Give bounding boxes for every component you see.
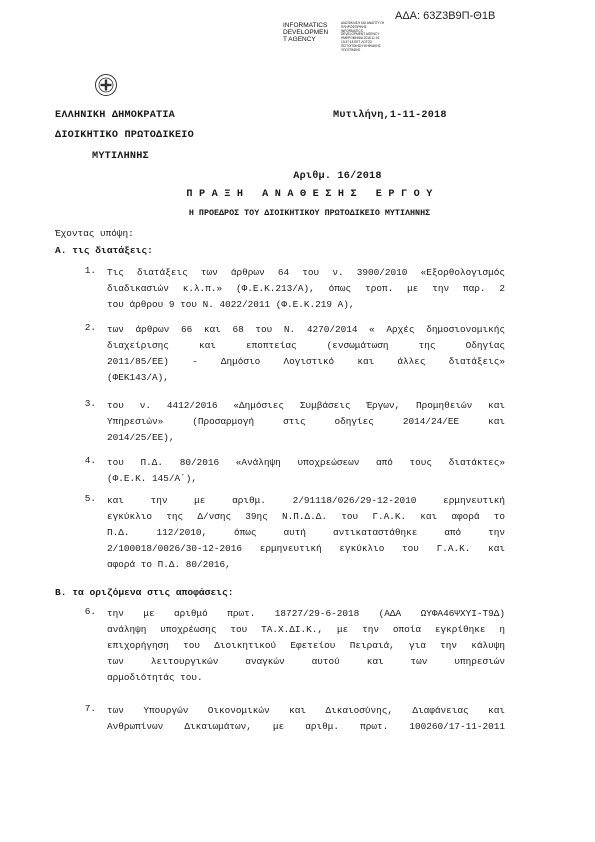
stamp-line: DEVELOPMEN bbox=[283, 29, 329, 36]
item-line: Π.Δ. 112/2010, όπως αυτή αντικαταστάθηκε από την bbox=[107, 527, 505, 538]
list-item bbox=[107, 703, 505, 735]
item-number: 7. bbox=[84, 703, 96, 714]
item-line: 2014/25/ΕΕ), bbox=[107, 432, 175, 443]
item-line: εγκύκλιο της Δ/νσης 39ης Ν.Π.Δ.Δ. του Γ.Α.Κ. και αφορά το bbox=[107, 511, 505, 522]
item-line: των λειτουργικών αναγκών αυτού και των υπηρεσιών bbox=[107, 656, 505, 667]
court-heading: ΔΙΟΙΚΗΤΙΚΟ ΠΡΩΤΟΔΙΚΕΙΟ bbox=[55, 130, 194, 141]
item-number: 5. bbox=[84, 493, 96, 504]
item-line: αφορά το Π.Δ. 80/2016, bbox=[107, 559, 231, 570]
list-item bbox=[107, 606, 505, 686]
item-line: του ν. 4412/2016 «Δημόσιες Συμβάσεις Έργων, Προμηθειών και bbox=[107, 400, 505, 411]
stamp-line: T AGENCY bbox=[283, 36, 316, 43]
document-title: Π Ρ Α Ξ Η Α Ν Α Θ Ε Σ Η Σ Ε Ρ Γ Ο Υ bbox=[186, 189, 433, 200]
item-line: διαχείρισης και εποπτείας (ενσωμάτωση της Οδηγίας bbox=[107, 340, 505, 351]
intro-text: Έχοντας υπόψη: bbox=[55, 228, 134, 239]
document-subtitle: Η ΠΡΟΕΔΡΟΣ ΤΟΥ ΔΙΟΙΚΗΤΙΚΟΥ ΠΡΩΤΟΔΙΚΕΙΟ ΜΥΤΙΛΗΝΗΣ bbox=[188, 208, 431, 218]
city-heading: ΜΥΤΙΛΗΝΗΣ bbox=[92, 151, 149, 162]
item-line: των Υπουργών Οικονομικών και Δικαιοσύνης, Διαφάνειας και bbox=[107, 705, 505, 716]
item-line: 2011/85/ΕΕ) - Δημόσιο Λογιστικό και άλλες διατάξεις» bbox=[107, 356, 505, 367]
ada-code: ΑΔΑ: 63Ζ3Β9Π-Θ1Β bbox=[395, 10, 496, 22]
list-item bbox=[107, 265, 505, 313]
place-date: Μυτιλήνη,1-11-2018 bbox=[333, 110, 447, 121]
item-line: του Π.Δ. 80/2016 «Ανάληψη υποχρεώσεων από τους διατάκτες» bbox=[107, 457, 505, 468]
item-number: 2. bbox=[84, 322, 96, 333]
republic-heading: ΕΛΛΗΝΙΚΗ ΔΗΜΟΚΡΑΤΙΑ bbox=[55, 110, 175, 121]
item-line: των άρθρων 66 και 68 του Ν. 4270/2014 « Αρχές δημοσιονομικής bbox=[107, 324, 505, 335]
list-item bbox=[107, 398, 505, 446]
item-number: 3. bbox=[84, 398, 96, 409]
item-line: 2/100018/0026/30-12-2016 ερμηνευτική εγκύκλιο του Γ.Α.Κ. και bbox=[107, 543, 505, 554]
item-line: επιχορήγηση του Διοικητικού Εφετείου Πειραιά, για την κάλυψη bbox=[107, 640, 505, 651]
signature-stamp-details: ΔΙΑΣΦΑΛΙΣΗ ΚΑΙ ΑΝΑΠΤΥΞΗ ΠΛΗΡΟΦΟΡΙΚΗΣ INFORMATICS DEVELOPMENT AGENCY ΗΜΕΡΟΜΗΝΙΑ 2018.11.01 13:37:18 EET ΛΟΓΟΣ: ΠΙΣΤΟΠΟΙΗΣΗ ΨΗΦΙΑΚΗΣ ΥΠΟΓΡΑΦΗΣ bbox=[341, 21, 385, 52]
item-number: 6. bbox=[84, 606, 96, 617]
item-line: (Φ.Ε.Κ. 145/Α΄), bbox=[107, 473, 198, 484]
item-line: αρμοδιότητάς του. bbox=[107, 672, 203, 683]
list-item bbox=[107, 493, 505, 573]
item-line: διαδικασιών κ.λ.π.» (Φ.Ε.Κ.213/Α), όπως τροπ. με την παρ. 2 bbox=[107, 283, 505, 294]
signature-stamp-org bbox=[283, 22, 328, 43]
item-line: και την με αριθμ. 2/91118/026/29-12-2010 ερμηνευτική bbox=[107, 495, 505, 506]
section-a-heading: Α. τις διατάξεις: bbox=[55, 245, 153, 256]
item-line: του άρθρου 9 του Ν. 4022/2011 (Φ.Ε.Κ.219 Α), bbox=[107, 299, 355, 310]
greek-coat-of-arms-icon bbox=[94, 73, 118, 97]
act-number: Αριθμ. 16/2018 bbox=[293, 171, 382, 182]
item-line: Ανθρωπίνων Δικαιωμάτων, με αριθμ. πρωτ. 100260/17-11-2011 bbox=[107, 721, 505, 732]
item-number: 1. bbox=[84, 265, 96, 276]
item-line: Υπηρεσιών» (Προσαρμογή στις οδηγίες 2014/24/ΕΕ και bbox=[107, 416, 505, 427]
list-item bbox=[107, 322, 505, 386]
section-b-heading: Β. τα οριζόμενα στις αποφάσεις: bbox=[55, 587, 234, 598]
item-number: 4. bbox=[84, 455, 96, 466]
stamp-line: INFORMATICS bbox=[283, 22, 328, 29]
item-line: ανάληψη υποχρέωσης του ΤΑ.Χ.ΔΙ.Κ., με την οποία εγκρίθηκε η bbox=[107, 624, 505, 635]
item-line: (ΦΕΚ143/Α), bbox=[107, 372, 169, 383]
item-line: Τις διατάξεις των άρθρων 64 του ν. 3900/2010 «Εξορθολογισμός bbox=[107, 267, 505, 278]
list-item bbox=[107, 455, 505, 487]
item-line: την με αριθμό πρωτ. 18727/29-6-2018 (ΑΔΑ ΩΥΦΑ46ΨΧΥΙ-Τ9Δ) bbox=[107, 608, 505, 619]
